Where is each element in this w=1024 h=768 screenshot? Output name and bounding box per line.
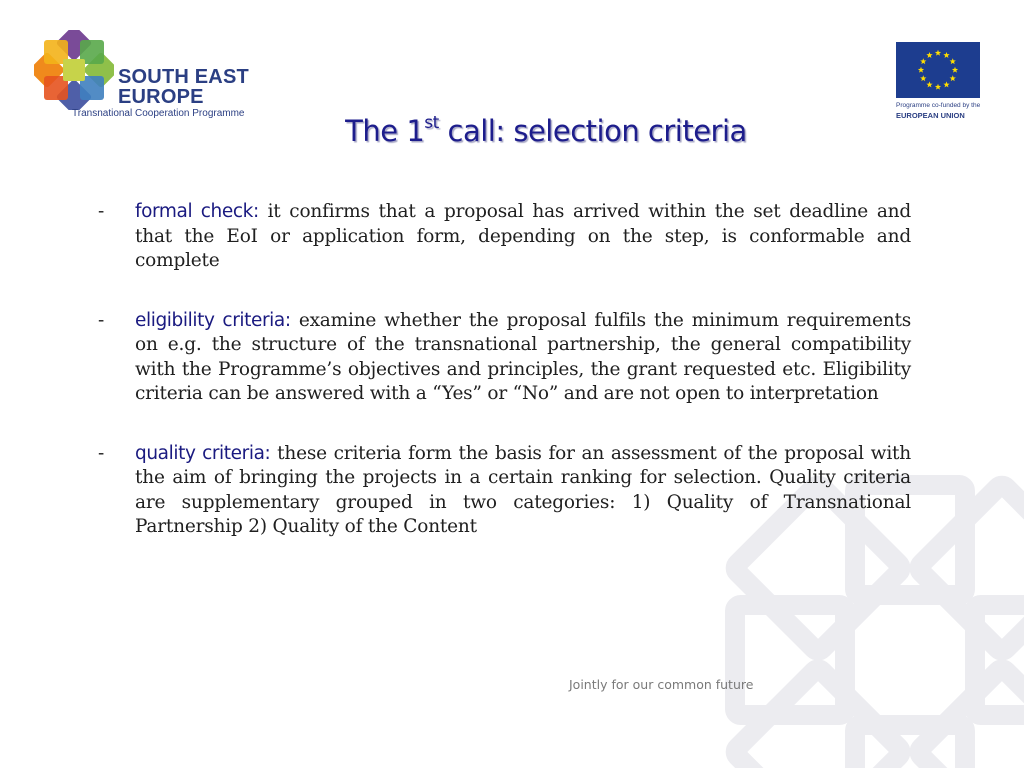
criterion-text: it confirms that a proposal has arrived within the set deadline and that the EoI or application form, depending on the step, is conformable and complete	[135, 201, 912, 271]
eu-caption-line-2: EUROPEAN UNION	[896, 111, 965, 120]
criterion-text: these criteria form the basis for an assessment of the proposal with the aim of bringing the projects in a certain ranking for selection. Quality criteria are supplementary grouped in two categories: 1) Quality of Transnational Partnership 2) Quality of the Content	[135, 442, 911, 537]
footer-slogan: Jointly for our common future	[569, 677, 754, 692]
criterion-quality	[95, 442, 911, 540]
eu-caption-line-1: Programme co-funded by the	[896, 102, 981, 109]
criterion-term: formal check:	[135, 201, 259, 222]
criteria-list	[95, 200, 911, 575]
list-dash: -	[98, 201, 105, 222]
criterion-formal-check	[95, 200, 911, 274]
title-superscript: st	[424, 113, 439, 133]
logo-tagline: Transnational Cooperation Programme	[72, 108, 245, 119]
criterion-eligibility	[95, 309, 911, 407]
title-suffix: call: selection criteria	[438, 114, 747, 148]
list-dash: -	[98, 442, 105, 464]
slide-title	[0, 114, 1024, 148]
list-dash: -	[98, 309, 105, 331]
criterion-text: examine whether the proposal fulfils the minimum requirements on e.g. the structure of the transnational partnership, the general compatibility with the Programme’s objectives and principles, the grant requested etc. Eligibility criteria can be answered with a “Yes” or “No” and are not open to interpretation	[135, 309, 911, 404]
criterion-term: eligibility criteria:	[135, 309, 291, 331]
title-prefix: The 1	[345, 114, 425, 148]
programme-logo	[34, 30, 274, 126]
eu-flag-icon	[896, 42, 980, 98]
eu-logo	[896, 42, 996, 122]
south-east-europe-petal-logo-icon	[34, 30, 114, 110]
logo-line-1: SOUTH EAST	[118, 66, 249, 88]
criterion-term: quality criteria:	[135, 442, 271, 464]
logo-line-2: EUROPE	[118, 86, 204, 108]
